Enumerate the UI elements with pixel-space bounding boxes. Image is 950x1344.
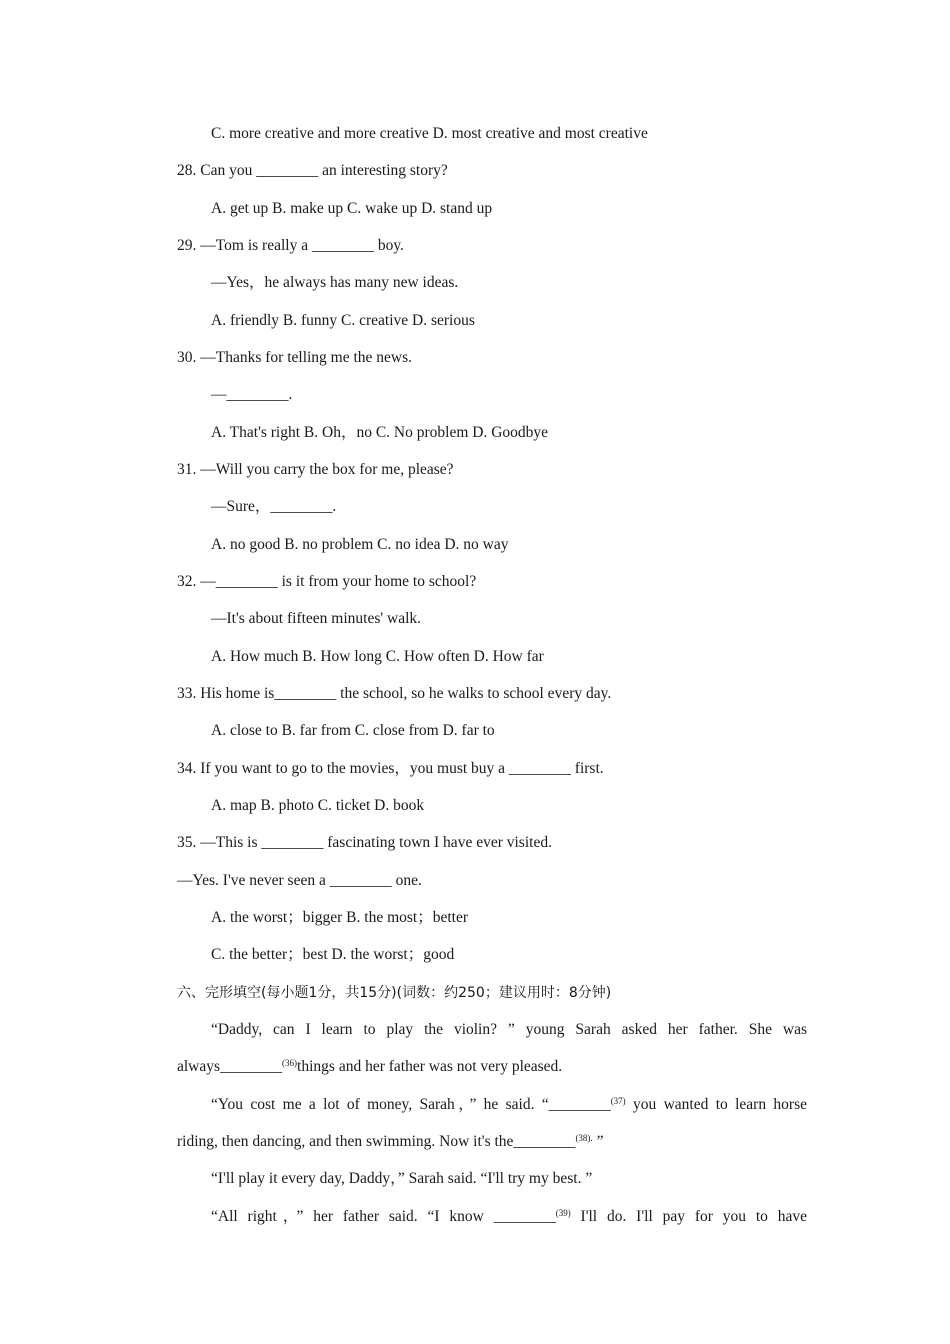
q35-options-cd: C. the better；best D. the worst；good: [211, 946, 455, 963]
blank-number-37: (37): [610, 1096, 626, 1106]
passage-text: “You cost me a lot of money, Sarah，” he said. “________: [211, 1096, 611, 1113]
q32-stem: 32. —________ is it from your home to school?: [177, 573, 477, 590]
passage-text: I'll do. I'll pay for you to have: [570, 1208, 807, 1225]
q32-options: A. How much B. How long C. How often D. How far: [211, 648, 544, 665]
q30-reply: —________.: [211, 386, 293, 403]
passage-line-2: [177, 1057, 807, 1077]
passage-text: riding, then dancing, and then swimming. Now it's the________: [177, 1133, 576, 1150]
passage-text: always________: [177, 1058, 283, 1075]
blank-number-39: (39): [555, 1208, 571, 1218]
passage-text: “All right，” her father said. “I know ________: [211, 1208, 556, 1225]
q29-stem: 29. —Tom is really a ________ boy.: [177, 237, 404, 254]
passage-line-1: “Daddy, can I learn to play the violin? ” young Sarah asked her father. She was: [211, 1021, 807, 1038]
q31-stem: 31. —Will you carry the box for me, please?: [177, 461, 454, 478]
blank-number-38: (38).: [575, 1133, 593, 1143]
q31-options: A. no good B. no problem C. no idea D. no way: [211, 536, 509, 553]
q35-reply: —Yes. I've never seen a ________ one.: [177, 872, 422, 889]
passage-line-3: [211, 1095, 807, 1115]
q29-reply: —Yes，he always has many new ideas.: [211, 274, 459, 291]
passage-line-5: “I'll play it every day, Daddy，” Sarah said. “I'll try my best. ”: [211, 1170, 593, 1187]
q34-options: A. map B. photo C. ticket D. book: [211, 797, 425, 814]
q31-reply: —Sure，________.: [211, 498, 337, 515]
passage-line-4: [177, 1132, 807, 1152]
q33-stem: 33. His home is________ the school, so he walks to school every day.: [177, 685, 612, 702]
passage-line-6: [211, 1207, 807, 1227]
q29-options: A. friendly B. funny C. creative D. serious: [211, 312, 475, 329]
q34-stem: 34. If you want to go to the movies，you must buy a ________ first.: [177, 760, 604, 777]
q30-options: A. That's right B. Oh，no C. No problem D. Goodbye: [211, 424, 549, 441]
q28-options: A. get up B. make up C. wake up D. stand up: [211, 200, 493, 217]
blank-number-36: (36): [282, 1058, 298, 1068]
q33-options: A. close to B. far from C. close from D. far to: [211, 722, 495, 739]
q27-options-cd: C. more creative and more creative D. most creative and most creative: [211, 125, 648, 142]
q35-options-ab: A. the worst；bigger B. the most；better: [211, 909, 468, 926]
passage-text: you wanted to learn horse: [625, 1096, 807, 1113]
q30-stem: 30. —Thanks for telling me the news.: [177, 349, 413, 366]
passage-text: ”: [592, 1133, 604, 1150]
passage-text: things and her father was not very pleased.: [297, 1058, 563, 1075]
q35-stem: 35. —This is ________ fascinating town I have ever visited.: [177, 834, 552, 851]
section-heading: 六、完形填空(每小题1分，共15分)(词数：约250；建议用时：8分钟): [177, 985, 612, 1001]
q32-reply: —It's about fifteen minutes' walk.: [211, 610, 422, 627]
q28-stem: 28. Can you ________ an interesting story?: [177, 162, 448, 179]
